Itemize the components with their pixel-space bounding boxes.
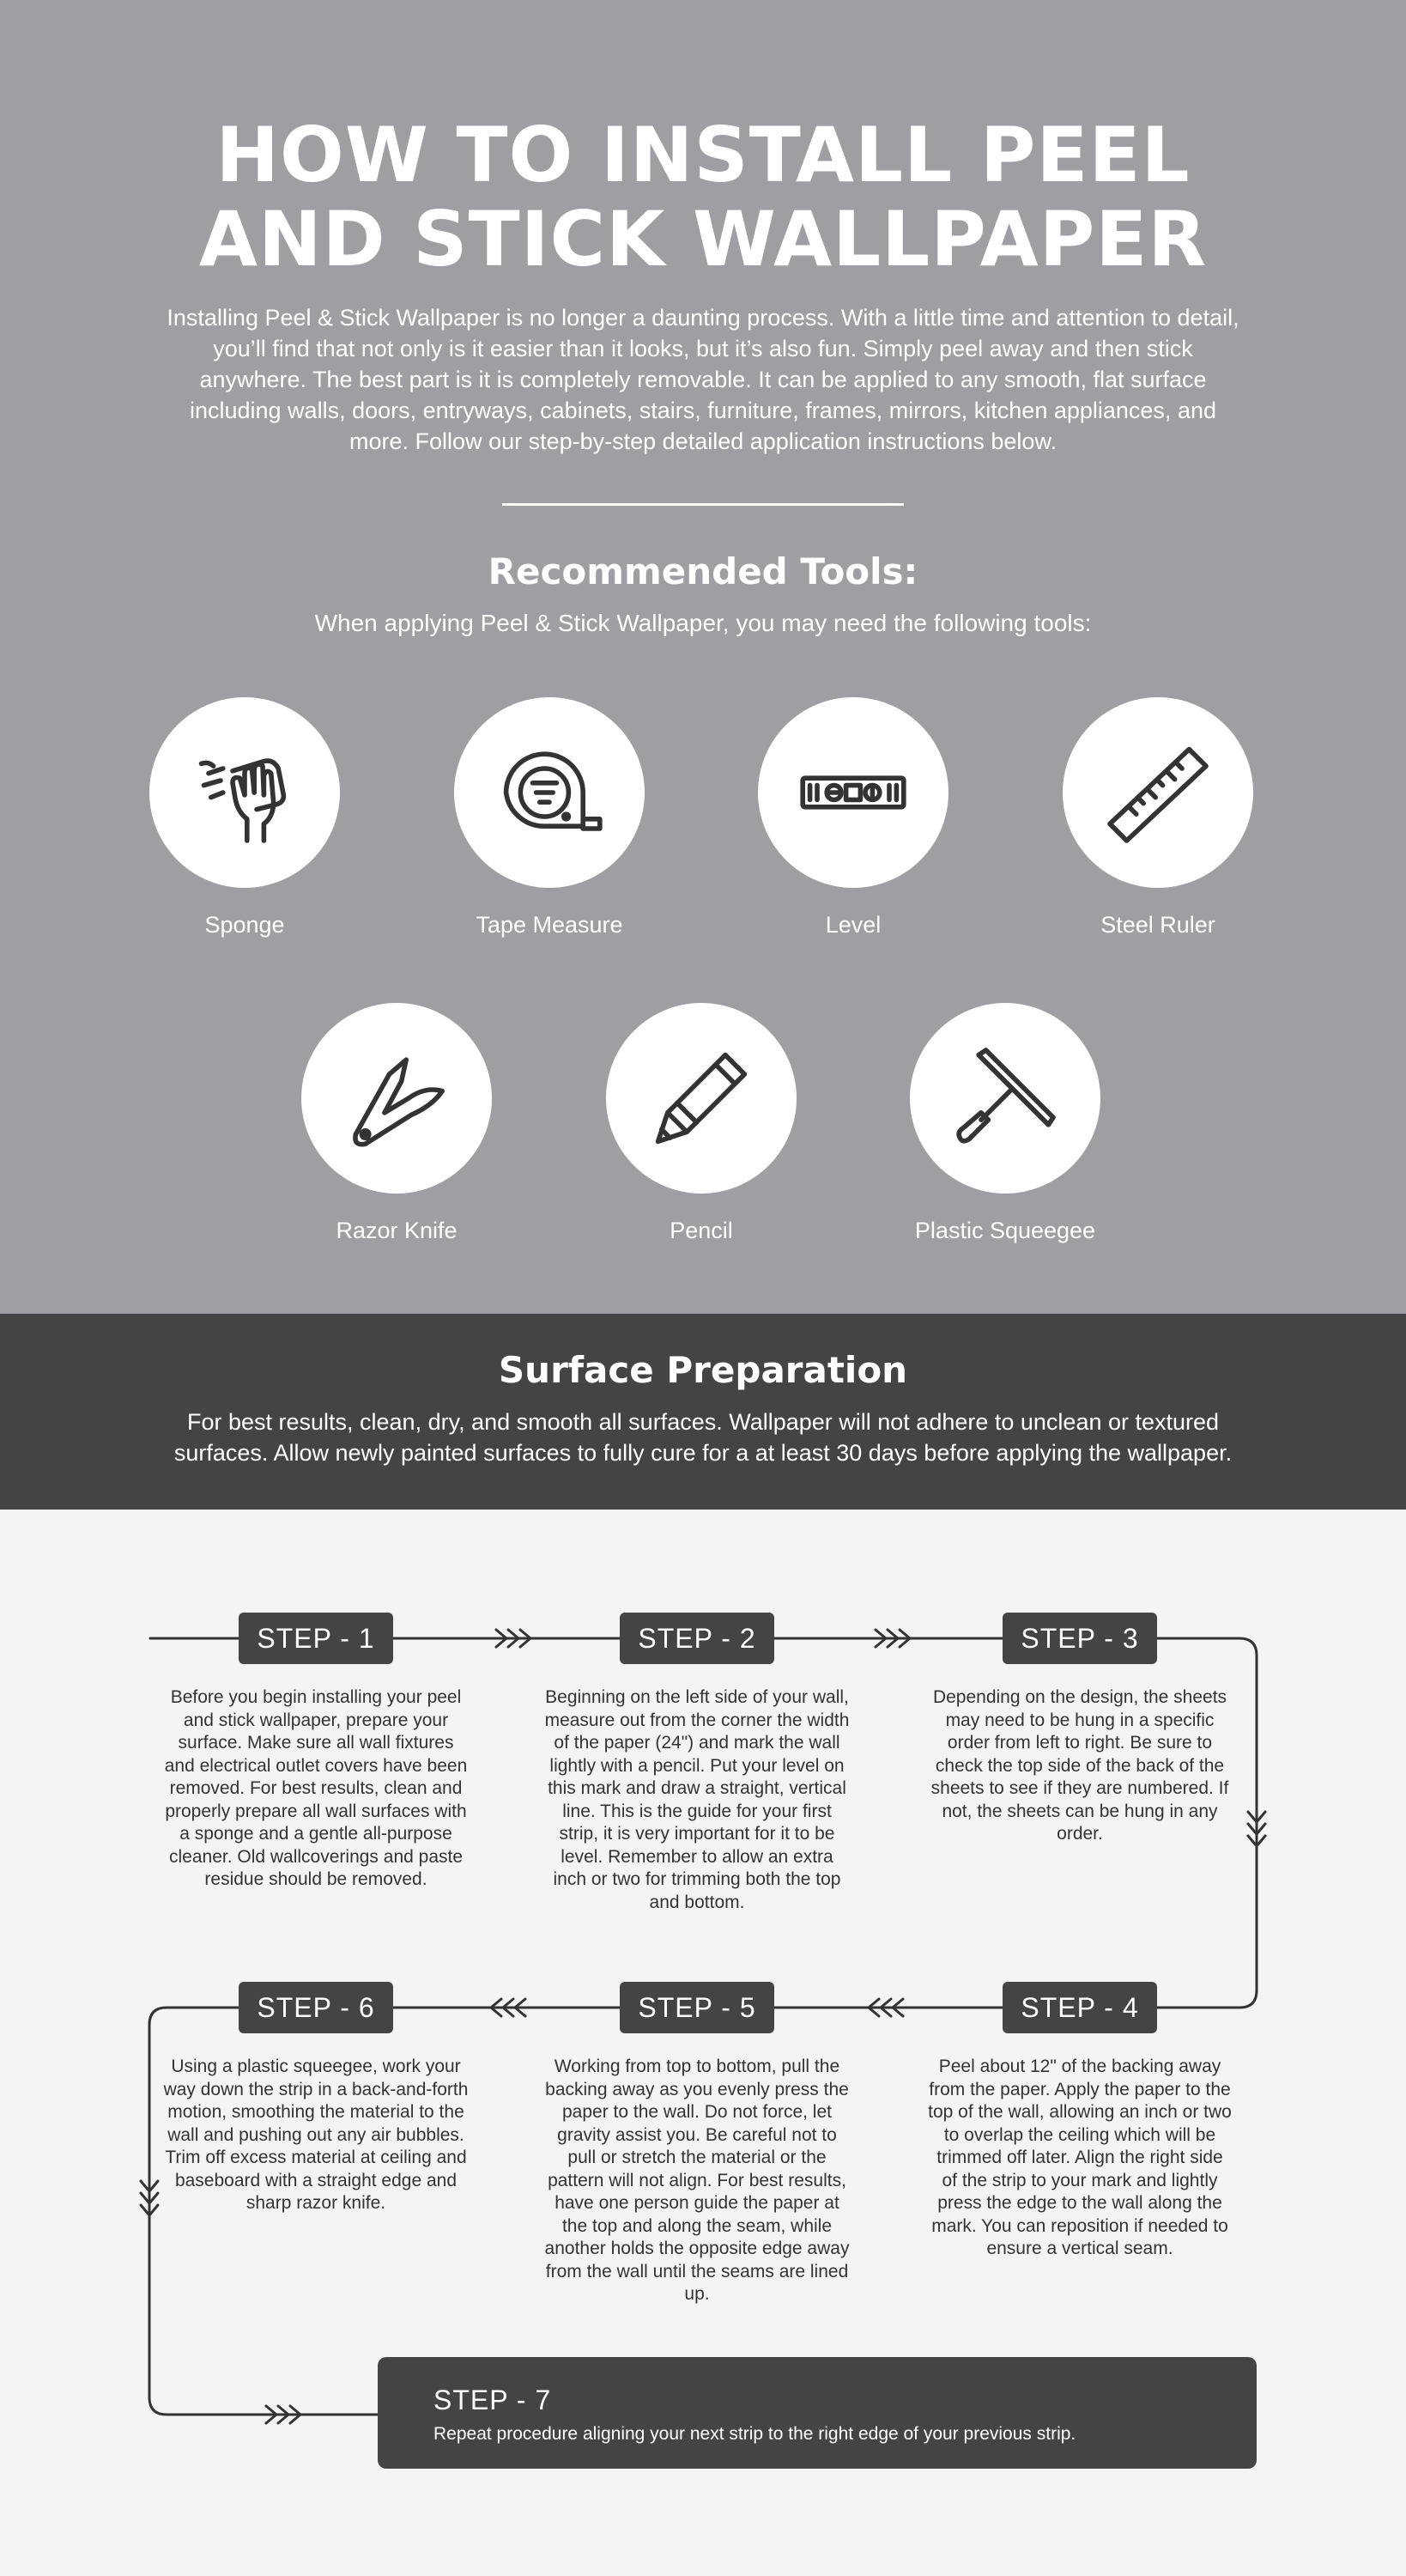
step-2-text: Beginning on the left side of your wall, measure out from the corner the width of the paper (24") and mark the wall lightly with a pencil. Put your level on this mark and draw a straight, vertical line. This is the guide for your first strip, it is very important for it to be level. Remember to allow an extra inch or two for trimming both the top and bottom. (544, 1687, 850, 1912)
tool-circle (910, 1003, 1100, 1194)
tool-circle (301, 1003, 492, 1194)
tool-label: Sponge (204, 912, 285, 938)
surface-paragraph: For best results, clean, dry, and smooth all surfaces. Wallpaper will not adhere to unclean or textured surfaces. Allow newly painted surfaces to fully cure for a at least 30 days before applying the wallpaper. (173, 1409, 1233, 1466)
step-4-badge: STEP - 4 (1003, 1982, 1157, 2033)
tools-subheading: When applying Peel & Stick Wallpaper, you may need the following tools: (314, 610, 1092, 636)
step-6-badge: STEP - 6 (239, 1982, 393, 2033)
step-2-badge: STEP - 2 (620, 1613, 774, 1664)
tool-steel-ruler (1029, 697, 1287, 939)
sponge-hand-icon (185, 732, 305, 853)
step-7-text: Repeat procedure aligning your next strip to the right edge of your previous strip. (433, 2424, 1076, 2444)
tool-plastic-squeegee (876, 1003, 1134, 1245)
squeegee-icon (945, 1038, 1065, 1158)
tool-circle (454, 697, 645, 888)
divider (502, 503, 904, 506)
title-line-1: HOW TO INSTALL PEEL (215, 111, 1191, 199)
tool-label: Pencil (670, 1218, 733, 1243)
page-title (0, 113, 1406, 282)
tool-razor-knife (268, 1003, 525, 1245)
step-1-badge: STEP - 1 (239, 1613, 393, 1664)
tool-label: Level (825, 912, 882, 938)
tool-tape-measure (421, 697, 678, 939)
surface-heading: Surface Preparation (498, 1349, 908, 1391)
step-3-text: Depending on the design, the sheets may need to be hung in a specific order from left to right. Be sure to check the top side of the back of the sheets to see if they are numbered. If not, the sheets can be hung in any order. (930, 1687, 1229, 1844)
step-3-badge: STEP - 3 (1003, 1613, 1157, 1664)
surface-preparation-section (0, 1314, 1406, 1510)
tool-level (724, 697, 982, 939)
pencil-icon (641, 1038, 761, 1158)
step-7-box (378, 2357, 1257, 2469)
tool-label: Plastic Squeegee (914, 1218, 1096, 1243)
razor-knife-icon (336, 1038, 457, 1158)
tool-circle (1063, 697, 1253, 888)
tool-circle (606, 1003, 797, 1194)
tool-circle (149, 697, 340, 888)
steps-section (0, 1510, 1406, 2576)
intro-paragraph: Installing Peel & Stick Wallpaper is no longer a daunting process. With a little time and attention to detail, you’ll find that not only is it easier than it looks, but it’s also fun. Simply peel away and then stick anywhere. The best part is it is completely removable. It can be applied to any smooth, flat surface including walls, doors, entryways, cabinets, stairs, furniture, frames, mirrors, kitchen appliances, and more. Follow our step-by-step detailed application instructions below. (167, 305, 1239, 454)
tool-label: Razor Knife (336, 1218, 458, 1243)
step-7-badge: STEP - 7 (433, 2385, 552, 2415)
step-6-text: Using a plastic squeegee, work your way down the strip in a back-and-forth motion, smoothing the material to the wall and pushing out any air bubbles. Trim off excess material at ceiling and baseboard with a straight edge and sharp razor knife. (163, 2057, 469, 2213)
title-line-2: AND STICK WALLPAPER (198, 195, 1208, 283)
step-5-text: Working from top to bottom, pull the backing away as you evenly press the paper to the wall. Do not force, let gravity assist you. Be careful not to pull or stretch the material or the pattern will not align. For best results, have one person guide the paper at the top and along the seam, while another holds the opposite edge away from the wall until the seams are lined up. (544, 2057, 850, 2304)
tool-label: Steel Ruler (1100, 912, 1215, 938)
tool-sponge (116, 697, 373, 939)
step-1-text: Before you begin installing your peel and stick wallpaper, prepare your surface. Make sure all wall fixtures and electrical outlet covers have been removed. For best results, clean and properly prepare all wall surfaces with a sponge and a gentle all-purpose cleaner. Old wallcoverings and paste residue should be removed. (164, 1687, 468, 1889)
ruler-icon (1098, 732, 1218, 853)
step-5-badge: STEP - 5 (620, 1982, 774, 2033)
step-4-text: Peel about 12" of the backing away from the paper. Apply the paper to the top of the wall, allowing an inch or two to overlap the ceiling which will be trimmed off later. Align the right side of the strip to your mark and lightly press the edge to the wall along the mark. You can reposition if needed to ensure a vertical seam. (928, 2057, 1232, 2258)
level-icon (793, 732, 913, 853)
tool-pencil (573, 1003, 830, 1245)
tool-label: Tape Measure (476, 912, 623, 938)
tools-heading: Recommended Tools: (488, 550, 918, 592)
tape-measure-icon (489, 732, 609, 853)
tool-circle (758, 697, 948, 888)
